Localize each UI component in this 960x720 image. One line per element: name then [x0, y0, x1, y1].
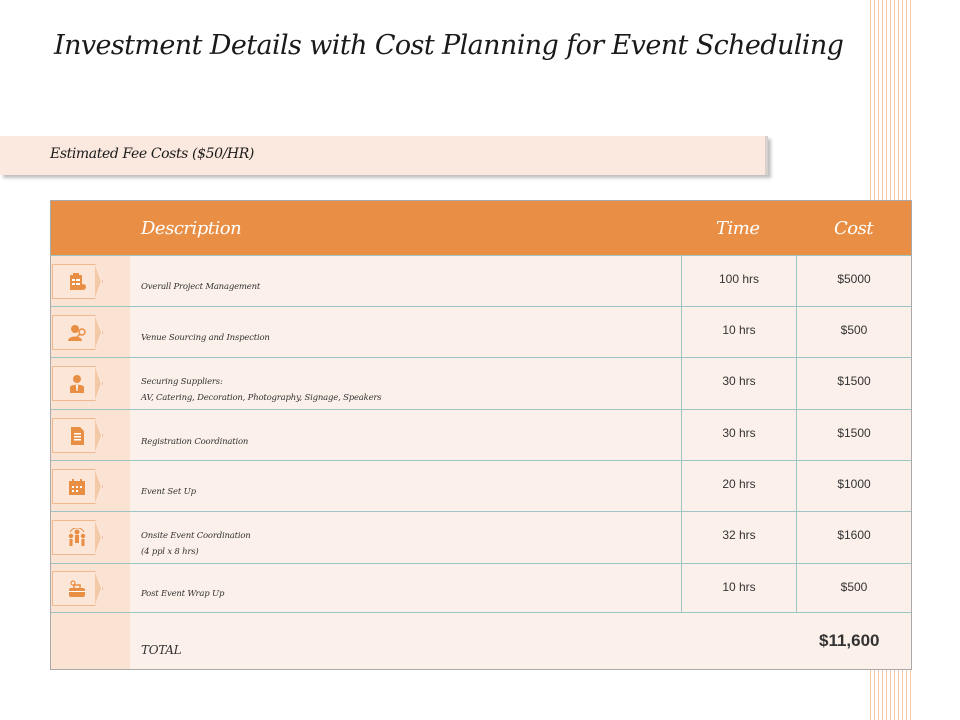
- team-icon: [67, 528, 87, 548]
- table-row: [51, 511, 911, 563]
- fee-banner: [0, 136, 768, 175]
- row-icon-tab: [52, 469, 103, 504]
- row-icon-tab: [52, 571, 103, 606]
- row-icon-tab: [52, 418, 103, 453]
- table-row: [51, 306, 911, 357]
- row-cost: $1500: [796, 410, 911, 460]
- row-description: Event Set Up: [141, 487, 196, 497]
- header-cost: Cost: [834, 218, 874, 239]
- calendar-icon: [67, 477, 87, 497]
- row-icon-tab: [52, 366, 103, 401]
- row-icon-tab: [52, 520, 103, 555]
- row-description: Post Event Wrap Up: [141, 589, 225, 599]
- clipboard-icon: [67, 272, 87, 292]
- toolbox-icon: [67, 579, 87, 599]
- table-row: [51, 409, 911, 460]
- row-icon-tab: [52, 264, 103, 299]
- row-time: 32 hrs: [681, 512, 796, 563]
- person-search-icon: [67, 323, 87, 343]
- businessman-icon: [67, 374, 87, 394]
- row-time: 100 hrs: [681, 256, 796, 306]
- row-cost: $5000: [796, 256, 911, 306]
- total-label: TOTAL: [141, 643, 182, 657]
- row-description: Onsite Event Coordination (4 ppl x 8 hrs): [141, 531, 251, 557]
- table-row: [51, 255, 911, 306]
- row-description: Overall Project Management: [141, 282, 261, 292]
- page-title: Investment Details with Cost Planning for Event Scheduling: [54, 30, 844, 61]
- row-time: 30 hrs: [681, 410, 796, 460]
- row-cost: $1600: [796, 512, 911, 563]
- row-cost: $1500: [796, 358, 911, 409]
- table-row: [51, 460, 911, 511]
- table-header: [51, 201, 911, 255]
- row-description: Venue Sourcing and Inspection: [141, 333, 270, 343]
- document-icon: [67, 426, 87, 446]
- row-icon-tab: [52, 315, 103, 350]
- table-row: [51, 563, 911, 612]
- cost-table: [50, 200, 912, 670]
- total-value: $11,600: [819, 631, 880, 650]
- table-row: [51, 357, 911, 409]
- total-row: [51, 612, 911, 669]
- row-cost: $500: [796, 307, 911, 357]
- row-time: 20 hrs: [681, 461, 796, 511]
- row-time: 10 hrs: [681, 564, 796, 612]
- row-time: 10 hrs: [681, 307, 796, 357]
- row-description: Securing Suppliers: AV, Catering, Decoration, Photography, Signage, Speakers: [141, 377, 382, 403]
- banner-label: Estimated Fee Costs ($50/HR): [50, 146, 254, 162]
- row-description: Registration Coordination: [141, 437, 249, 447]
- row-cost: $500: [796, 564, 911, 612]
- row-time: 30 hrs: [681, 358, 796, 409]
- header-description: Description: [141, 218, 242, 239]
- header-time: Time: [716, 218, 760, 239]
- row-cost: $1000: [796, 461, 911, 511]
